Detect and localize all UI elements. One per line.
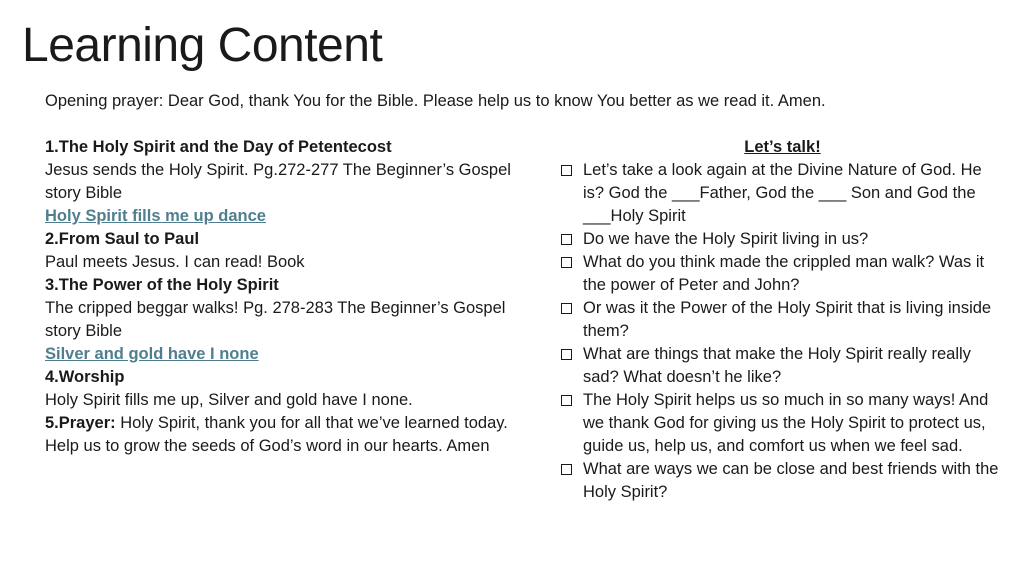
- section-4-heading: 4.Worship: [45, 368, 125, 386]
- page-title: Learning Content: [22, 19, 383, 72]
- question-list: [560, 159, 1005, 504]
- list-item: [560, 159, 1005, 228]
- list-item: [560, 228, 1005, 251]
- question-text: What do you think made the crippled man walk? Was it the power of Peter and John?: [583, 253, 985, 294]
- question-text: What are things that make the Holy Spirit really really sad? What doesn’t he like?: [583, 345, 971, 386]
- checkbox-bullet-icon: [561, 303, 572, 314]
- list-item: [560, 343, 1005, 389]
- section-1-text: Jesus sends the Holy Spirit. Pg.272-277 The Beginner’s Gospel story Bible: [45, 161, 511, 202]
- section-4-text: Holy Spirit fills me up, Silver and gold have I none.: [45, 391, 413, 409]
- section-2-text: Paul meets Jesus. I can read! Book: [45, 253, 305, 271]
- list-item: [560, 389, 1005, 458]
- lets-talk-title: Let’s talk!: [744, 138, 821, 156]
- question-text: Do we have the Holy Spirit living in us?: [583, 230, 869, 248]
- lesson-sections: [45, 136, 525, 458]
- list-item: [560, 458, 1005, 504]
- checkbox-bullet-icon: [561, 464, 572, 475]
- section-5-label: 5.Prayer:: [45, 414, 116, 432]
- question-text: The Holy Spirit helps us so much in so many ways! And we thank God for giving us the Holy Spirit to protect us, guide us, help us, and comfort us when we feel sad.: [583, 391, 989, 455]
- section-1-heading: 1.The Holy Spirit and the Day of Petentecost: [45, 138, 392, 156]
- holy-spirit-dance-link[interactable]: Holy Spirit fills me up dance: [45, 207, 266, 225]
- section-5-prayer: [45, 412, 525, 458]
- section-3-heading: 3.The Power of the Holy Spirit: [45, 276, 279, 294]
- section-2-heading: 2.From Saul to Paul: [45, 230, 200, 248]
- checkbox-bullet-icon: [561, 165, 572, 176]
- question-text: Let’s take a look again at the Divine Nature of God. He is? God the ___Father, God the ___ Son and God the ___Holy Spirit: [583, 161, 982, 225]
- list-item: [560, 297, 1005, 343]
- checkbox-bullet-icon: [561, 234, 572, 245]
- question-text: Or was it the Power of the Holy Spirit that is living inside them?: [583, 299, 992, 340]
- section-5-text: Holy Spirit, thank you for all that we’ve learned today. Help us to grow the seeds of God’s word in our hearts. Amen: [45, 414, 508, 455]
- checkbox-bullet-icon: [561, 257, 572, 268]
- question-text: What are ways we can be close and best friends with the Holy Spirit?: [583, 460, 999, 501]
- list-item: [560, 251, 1005, 297]
- silver-and-gold-link[interactable]: Silver and gold have I none: [45, 345, 259, 363]
- lets-talk-panel: [560, 136, 1005, 504]
- opening-prayer: Opening prayer: Dear God, thank You for the Bible. Please help us to know You better as we read it. Amen.: [45, 92, 826, 110]
- checkbox-bullet-icon: [561, 349, 572, 360]
- section-3-text: The cripped beggar walks! Pg. 278-283 The Beginner’s Gospel story Bible: [45, 299, 506, 340]
- checkbox-bullet-icon: [561, 395, 572, 406]
